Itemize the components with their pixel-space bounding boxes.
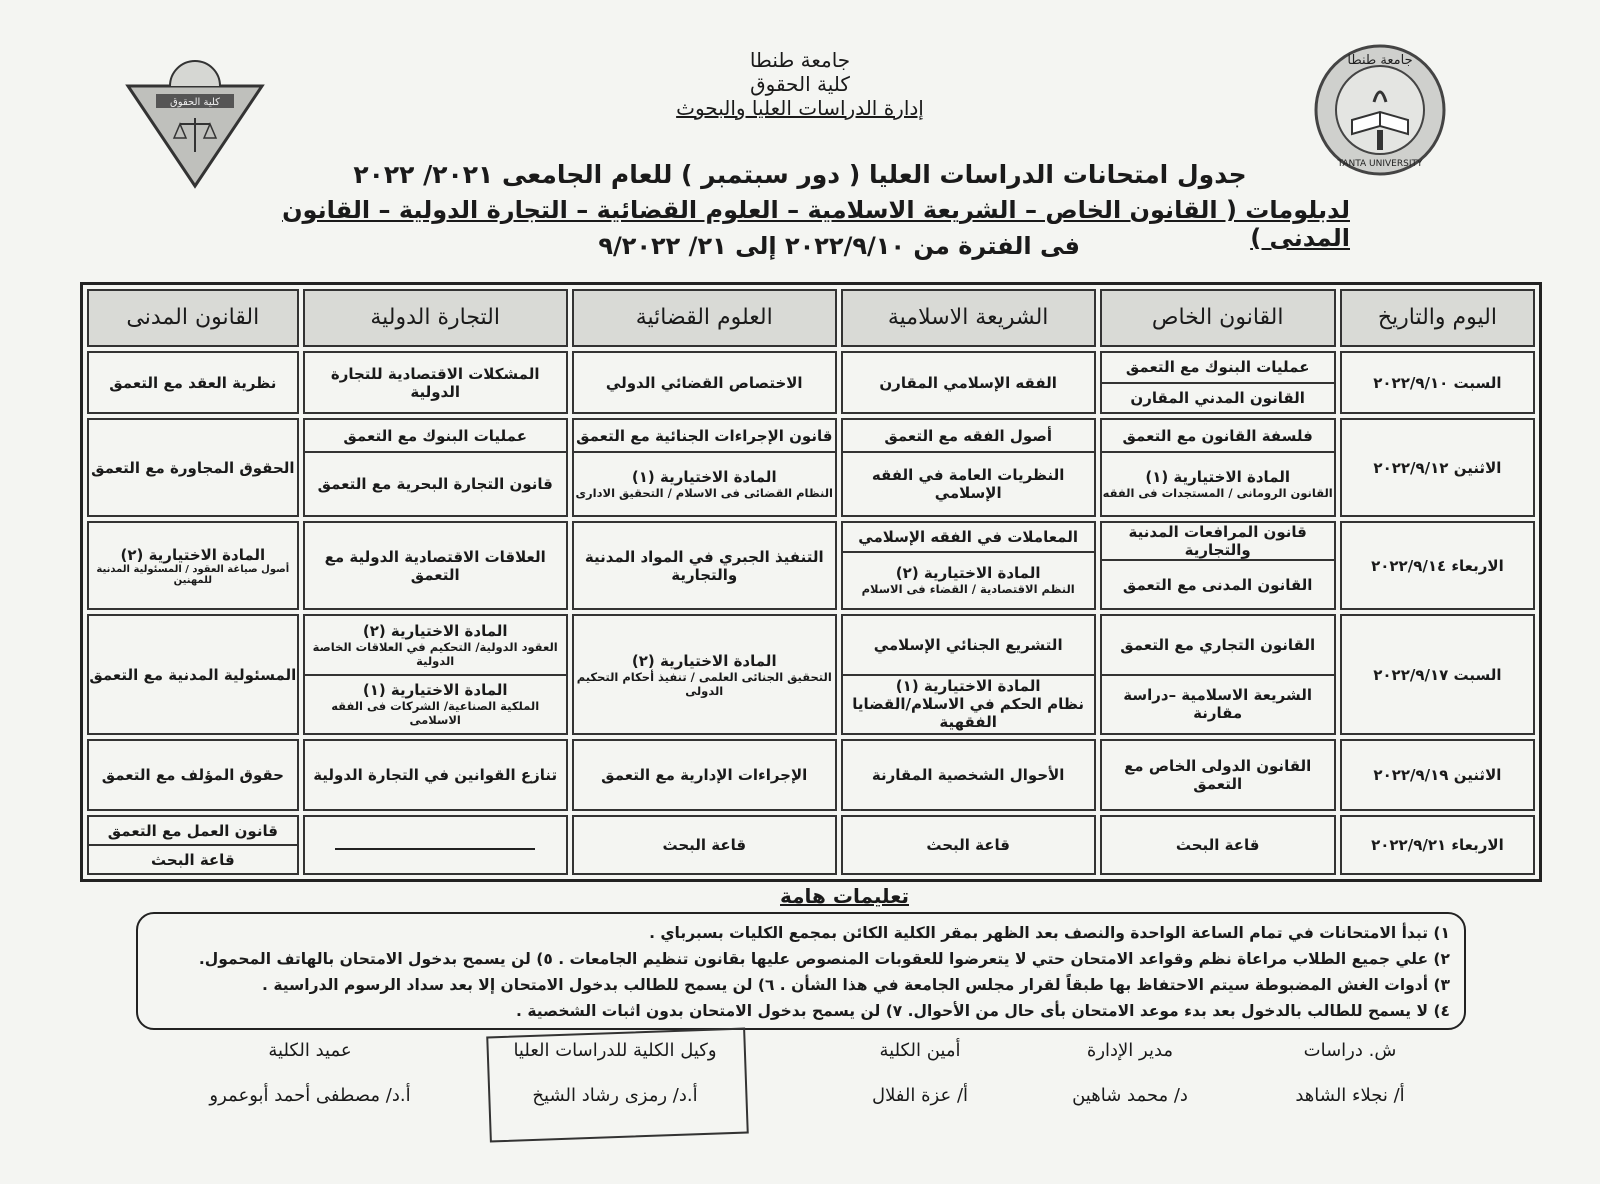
civil-cell: المسئولية المدنية مع التعمق [87,614,299,735]
trade-cell-empty [303,815,568,875]
judicial-cell [572,614,837,735]
elective-label: المادة الاختيارية (٢) [631,651,777,670]
exam-schedule-table [80,282,1542,882]
elective-options: التحقيق الجنائى العلمى / تنفيذ أحكام التحكيم الدولى [576,669,832,698]
elective-label: المادة الاختيارية (١) [631,468,777,487]
judicial-cell: قاعة البحث [572,815,837,875]
subject-group [843,551,1094,608]
subject: قانون العمل مع التعمق [107,821,278,840]
subject-group [305,674,566,734]
subject: التشريع الجنائي الإسلامي [873,635,1063,654]
signature-name: أ/ عزة الفلال [871,1085,969,1106]
civil-cell: حقوق المؤلف مع التعمق [87,739,299,811]
trade-cell: العلاقات الاقتصادية الدولية مع التعمق [303,521,568,610]
table-row [87,815,1535,875]
signature-title: أمين الكلية [879,1040,961,1061]
signature-title: وكيل الكلية للدراسات العليا [513,1040,717,1061]
day-cell: الاثنين ٢٠٢٢/٩/١٩ [1340,739,1535,811]
subject: النظريات العامة في الفقه الإسلامي [843,451,1094,515]
header-civil: القانون المدنى [87,289,299,347]
subject: المعاملات في الفقه الإسلامي [858,528,1079,547]
empty-dash [335,848,535,850]
day-cell: السبت ٢٠٢٢/٩/١٧ [1340,614,1535,735]
private-law-cell [1100,521,1336,610]
university-name: جامعة طنطا [749,48,851,72]
seal-arabic-text: جامعة طنطا [1347,53,1413,68]
elective-options: أصول صياغة العقود / المسئولية المدنية للمهنين [96,563,290,586]
sharia-cell: الأحوال الشخصية المقارنة [841,739,1096,811]
subject: أصول الفقه مع التعمق [884,426,1052,445]
signature-dean [170,1040,450,1106]
table-row [87,521,1535,610]
signature-admin-director [1040,1040,1220,1106]
trade-cell [303,614,568,735]
header-day-date: اليوم والتاريخ [1340,289,1535,347]
elective-options: نظام الحكم في الاسلام/القضايا الفقهية [852,695,1085,732]
signature-studies [1250,1040,1450,1106]
elective-options: النظم الاقتصادية / القضاء فى الاسلام [861,582,1075,597]
judicial-cell: الاختصاص القضائي الدولي [572,351,837,415]
day-cell: الاربعاء ٢٠٢٢/٩/٢١ [1340,815,1535,875]
subject: قانون الإجراءات الجنائية مع التعمق [576,426,833,445]
judicial-cell [572,418,837,517]
subject-group [305,616,566,674]
note-line: ٣) أدوات الغش المضبوطة سيتم الاحتفاظ بها طبقاً لقرار مجلس الجامعة في هذا الشأن . ٦) لن يسمح للطالب بدخول الامتحان إلا بعد سداد الرسوم الدراسية . [262,976,1450,994]
subject: عمليات البنوك مع التعمق [343,426,527,445]
civil-cell: الحقوق المجاورة مع التعمق [87,418,299,517]
table-row [87,351,1535,415]
signature-name: د/ محمد شاهين [1072,1085,1188,1106]
subject: قانون التجارة البحرية مع التعمق [305,451,566,515]
subject: فلسفة القانون مع التعمق [1122,426,1313,445]
notes-box [136,912,1466,1030]
logo-faculty-text: كلية الحقوق [170,97,220,108]
table-row [87,614,1535,735]
civil-cell [87,815,299,875]
signature-name: أ/ نجلاء الشاهد [1295,1085,1405,1106]
sharia-cell [841,614,1096,735]
table-header-row [87,289,1535,347]
sharia-cell [841,521,1096,610]
judicial-cell: الإجراءات الإدارية مع التعمق [572,739,837,811]
elective-options: العقود الدولية/ التحكيم في العلاقات الخاصة الدولية [312,639,558,668]
private-law-cell: القانون الدولى الخاص مع التعمق [1100,739,1336,811]
header-private-law: القانون الخاص [1100,289,1336,347]
subject: القانون التجاري مع التعمق [1120,635,1316,654]
civil-cell: نظرية العقد مع التعمق [87,351,299,415]
subject-group [1102,451,1334,515]
elective-label: المادة الاختيارية (١) [1145,468,1291,487]
subject: القانون المدنى مع التعمق [1102,559,1334,608]
header-trade: التجارة الدولية [303,289,568,347]
signature-title: عميد الكلية [268,1040,352,1061]
signature-faculty-secretary [830,1040,1010,1106]
seal-english-text: TANTA UNIVERSITY [1337,159,1423,169]
note-line: ٤) لا يسمح للطالب بالدخول بعد بدء موعد الامتحان بأى حال من الأحوال. ٧) لن يسمح بدخول الامتحان بدون اثبات الشخصية . [516,1002,1450,1020]
signature-title: ش. دراسات [1303,1040,1397,1061]
table-row [87,739,1535,811]
subject: القانون المدني المقارن [1102,382,1334,413]
department-name: إدارة الدراسات العليا والبحوث [676,96,924,120]
table-row [87,418,1535,517]
subject: عمليات البنوك مع التعمق [1125,358,1310,377]
subject: الشريعة الاسلامية –دراسة مقارنة [1102,674,1334,734]
subject: قاعة البحث [89,844,297,873]
sharia-cell [841,418,1096,517]
header-sharia: الشريعة الاسلامية [841,289,1096,347]
page-subtitle: لدبلومات ( القانون الخاص – الشريعة الاسلامية – العلوم القضائية – التجارة الدولية – القانون المدنى ) [282,196,1350,252]
private-law-cell: قاعة البحث [1100,815,1336,875]
trade-cell: المشكلات الاقتصادية للتجارة الدولية [303,351,568,415]
private-law-cell [1100,418,1336,517]
judicial-cell: التنفيذ الجبري في المواد المدنية والتجارية [572,521,837,610]
elective-options: الملكية الصناعية/ الشركات فى الفقه الاسلامى [331,699,540,728]
elective-label: المادة الاختيارية (١) [895,677,1041,696]
page-title: جدول امتحانات الدراسات العليا ( دور سبتمبر ) للعام الجامعى ٢٠٢١/ ٢٠٢٢ [353,160,1247,189]
notes-title: تعليمات هامة [780,884,909,908]
private-law-cell [1100,614,1336,735]
subject-group [843,674,1094,734]
header-judicial: العلوم القضائية [572,289,837,347]
elective-options: النظام القضائى فى الاسلام / التحقيق الادارى [575,486,833,501]
elective-label: المادة الاختيارية (١) [362,681,508,700]
elective-label: المادة الاختيارية (٢) [362,621,508,640]
subject-group [574,451,835,515]
civil-cell [87,521,299,610]
trade-cell [303,418,568,517]
signature-title: مدير الإدارة [1086,1040,1174,1061]
note-line: ٢) علي جميع الطلاب مراعاة نظم وقواعد الامتحان حتي لا يتعرضوا للعقوبات المنصوص عليها بقانون تنظيم الجامعات . ٥) لن يسمح بدخول الامتحان بالهاتف المحمول. [198,950,1450,968]
elective-options: القانون الرومانى / المستجدات فى الفقه [1102,486,1333,501]
elective-label: المادة الاختيارية (٢) [120,545,266,564]
sharia-cell: قاعة البحث [841,815,1096,875]
trade-cell: تنازع القوانين في التجارة الدولية [303,739,568,811]
private-law-cell [1100,351,1336,415]
day-cell: الاثنين ٢٠٢٢/٩/١٢ [1340,418,1535,517]
signature-vice-dean [490,1040,740,1106]
sharia-cell: الفقه الإسلامي المقارن [841,351,1096,415]
note-line: ١) تبدأ الامتحانات في تمام الساعة الواحدة والنصف بعد الظهر بمقر الكلية الكائن بمجمع الكليات بسبرباي . [649,924,1450,942]
subject: قانون المرافعات المدنية والتجارية [1128,523,1307,560]
day-cell: السبت ٢٠٢٢/٩/١٠ [1340,351,1535,415]
signature-name: أ.د/ رمزى رشاد الشيخ [532,1085,698,1106]
faculty-name: كلية الحقوق [750,72,850,96]
elective-label: المادة الاختيارية (٢) [895,564,1041,583]
day-cell: الاربعاء ٢٠٢٢/٩/١٤ [1340,521,1535,610]
exam-period: فى الفترة من ٢٠٢٢/٩/١٠ إلى ٢١/ ٩/٢٠٢٢ [598,232,1080,260]
signature-name: أ.د/ مصطفى أحمد أبوعمرو [209,1085,411,1106]
